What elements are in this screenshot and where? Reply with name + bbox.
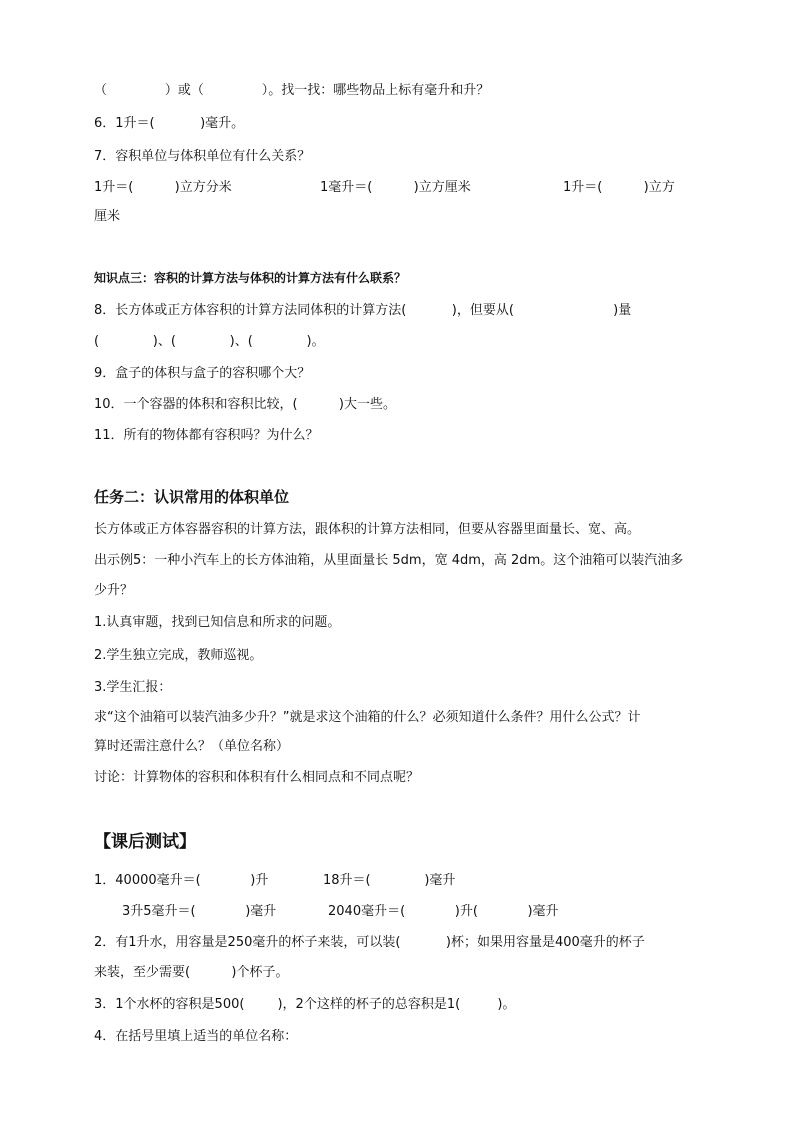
test-q1-a: 1．40000毫升＝( )升 xyxy=(94,873,269,888)
question-8-cont: ( )、( )、( )。 xyxy=(94,334,325,349)
question-8: 8．长方体或正方体容积的计算方法同体积的计算方法( )，但要从( )量 xyxy=(94,303,632,318)
question-6: 6．1升＝( )毫升。 xyxy=(94,116,245,131)
question-11: 11．所有的物体都有容积吗？为什么？ xyxy=(94,428,319,443)
question-7: 7．容积单位与体积单位有什么关系？ xyxy=(94,149,311,164)
unit-relation-3: 1升＝( )立方 xyxy=(563,180,675,195)
test-q1-b: 18升＝( )毫升 xyxy=(323,873,456,888)
report-question-cont: 算时还需注意什么？（单位名称） xyxy=(94,739,290,754)
example-5: 出示例5：一种小汽车上的长方体油箱，从里面量长 5dm，宽 4dm，高 2dm。这个油箱可以装汽油多 xyxy=(94,553,684,568)
unit-relation-1: 1升＝( )立方分米 xyxy=(94,180,232,195)
step-1: 1.认真审题，找到已知信息和所求的问题。 xyxy=(94,615,341,630)
example-5-cont: 少升？ xyxy=(94,583,134,598)
step-3: 3.学生汇报： xyxy=(94,680,172,695)
text-line-blanks: （ ）或（ ）。找一找：哪些物品上标有毫升和升？ xyxy=(94,83,490,98)
test-q1-d: 2040毫升＝( )升( )毫升 xyxy=(328,904,559,919)
unit-relation-3-cont: 厘米 xyxy=(94,209,121,224)
knowledge-point-3-heading: 知识点三：容积的计算方法与体积的计算方法有什么联系？ xyxy=(94,271,407,285)
test-q1-c: 3升5毫升＝( )毫升 xyxy=(122,904,277,919)
step-2: 2.学生独立完成，教师巡视。 xyxy=(94,648,263,663)
question-10: 10．一个容器的体积和容积比较，( )大一些。 xyxy=(94,397,397,412)
question-9: 9．盒子的体积与盒子的容积哪个大？ xyxy=(94,366,311,381)
test-q2: 2．有1升水，用容量是250毫升的杯子来装，可以装( )杯；如果用容量是400毫升的杯子 xyxy=(94,935,645,950)
task-2-paragraph: 长方体或正方体容器容积的计算方法，跟体积的计算方法相同，但要从容器里面量长、宽、高。 xyxy=(94,522,641,537)
discussion: 讨论：计算物体的容积和体积有什么相同点和不同点呢？ xyxy=(94,770,420,785)
test-q2-cont: 来装，至少需要( )个杯子。 xyxy=(94,965,289,980)
test-q4: 4．在括号里填上适当的单位名称： xyxy=(94,1029,298,1044)
report-question: 求“这个油箱可以装汽油多少升？”就是求这个油箱的什么？必须知道什么条件？用什么公式？计 xyxy=(94,710,641,725)
test-q3: 3．1个水杯的容积是500( )，2个这样的杯子的总容积是1( )。 xyxy=(94,997,516,1012)
unit-relation-2: 1毫升＝( )立方厘米 xyxy=(320,180,471,195)
post-class-test-heading: 【课后测试】 xyxy=(94,832,196,852)
task-2-heading: 任务二：认识常用的体积单位 xyxy=(94,488,290,506)
